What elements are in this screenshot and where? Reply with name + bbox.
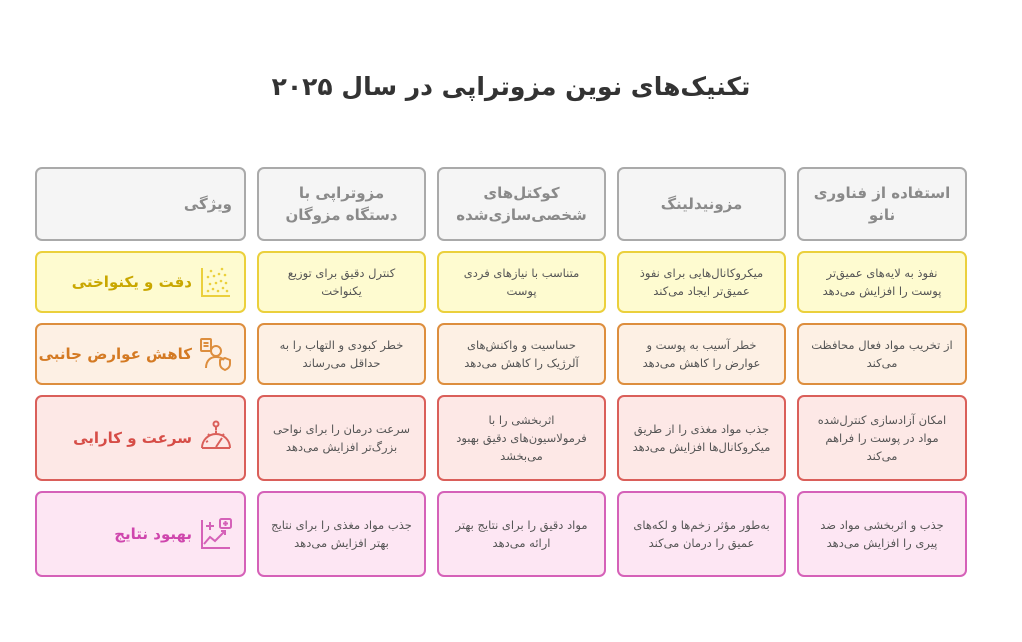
feature-label: بهبود نتایج <box>114 525 192 543</box>
cell-speed-cocktails: اثربخشی را با فرمولاسیون‌های دقیق بهبود می‌بخشد <box>437 395 606 481</box>
cell-side-effects-nanotech: از تخریب مواد فعال محافظت می‌کند <box>797 323 967 385</box>
header-custom-cocktails: کوکتل‌های شخصی‌سازی‌شده <box>437 167 606 241</box>
cell-side-effects-mesogun: خطر کبودی و التهاب را به حداقل می‌رساند <box>257 323 426 385</box>
feature-label: سرعت و کارایی <box>73 429 192 447</box>
header-nanotech: استفاده از فناوری نانو <box>797 167 967 241</box>
feature-side-effects <box>35 323 246 385</box>
feature-results <box>35 491 246 577</box>
header-feature: ویژگی <box>35 167 246 241</box>
chart-plus-icon <box>198 516 234 552</box>
header-mesoneedling: مزونیدلینگ <box>617 167 786 241</box>
cell-speed-mesoneedling: جذب مواد مغذی را از طریق میکروکانال‌ها افزایش می‌دهد <box>617 395 786 481</box>
comparison-table <box>35 167 979 577</box>
cell-side-effects-mesoneedling: خطر آسیب به پوست و عوارض را کاهش می‌دهد <box>617 323 786 385</box>
cell-speed-nanotech: امکان آزادسازی کنترل‌شده مواد در پوست را فراهم می‌کند <box>797 395 967 481</box>
feature-label: دقت و یکنواختی <box>71 273 192 291</box>
sparkle-dots-icon <box>198 264 234 300</box>
cell-side-effects-cocktails: حساسیت و واکنش‌های آلرژیک را کاهش می‌دهد <box>437 323 606 385</box>
cell-precision-nanotech: نفوذ به لایه‌های عمیق‌تر پوست را افزایش می‌دهد <box>797 251 967 313</box>
feature-speed <box>35 395 246 481</box>
header-mesogun: مزوتراپی با دستگاه مزوگان <box>257 167 426 241</box>
cell-precision-mesoneedling: میکروکانال‌هایی برای نفوذ عمیق‌تر ایجاد می‌کند <box>617 251 786 313</box>
cell-results-nanotech: جذب و اثربخشی مواد ضد پیری را افزایش می‌دهد <box>797 491 967 577</box>
feature-label: کاهش عوارض جانبی <box>38 345 192 363</box>
cell-results-mesoneedling: به‌طور مؤثر زخم‌ها و لکه‌های عمیق را درمان می‌کند <box>617 491 786 577</box>
page-title: تکنیک‌های نوین مزوتراپی در سال ۲۰۲۵ <box>271 72 751 101</box>
cell-speed-mesogun: سرعت درمان را برای نواحی بزرگ‌تر افزایش می‌دهد <box>257 395 426 481</box>
cell-results-cocktails: مواد دقیق را برای نتایج بهتر ارائه می‌دهد <box>437 491 606 577</box>
cell-results-mesogun: جذب مواد مغذی را برای نتایج بهتر افزایش می‌دهد <box>257 491 426 577</box>
user-shield-icon <box>198 336 234 372</box>
feature-precision <box>35 251 246 313</box>
cell-precision-cocktails: متناسب با نیازهای فردی پوست <box>437 251 606 313</box>
speedometer-icon <box>198 420 234 456</box>
cell-precision-mesogun: کنترل دقیق برای توزیع یکنواخت <box>257 251 426 313</box>
